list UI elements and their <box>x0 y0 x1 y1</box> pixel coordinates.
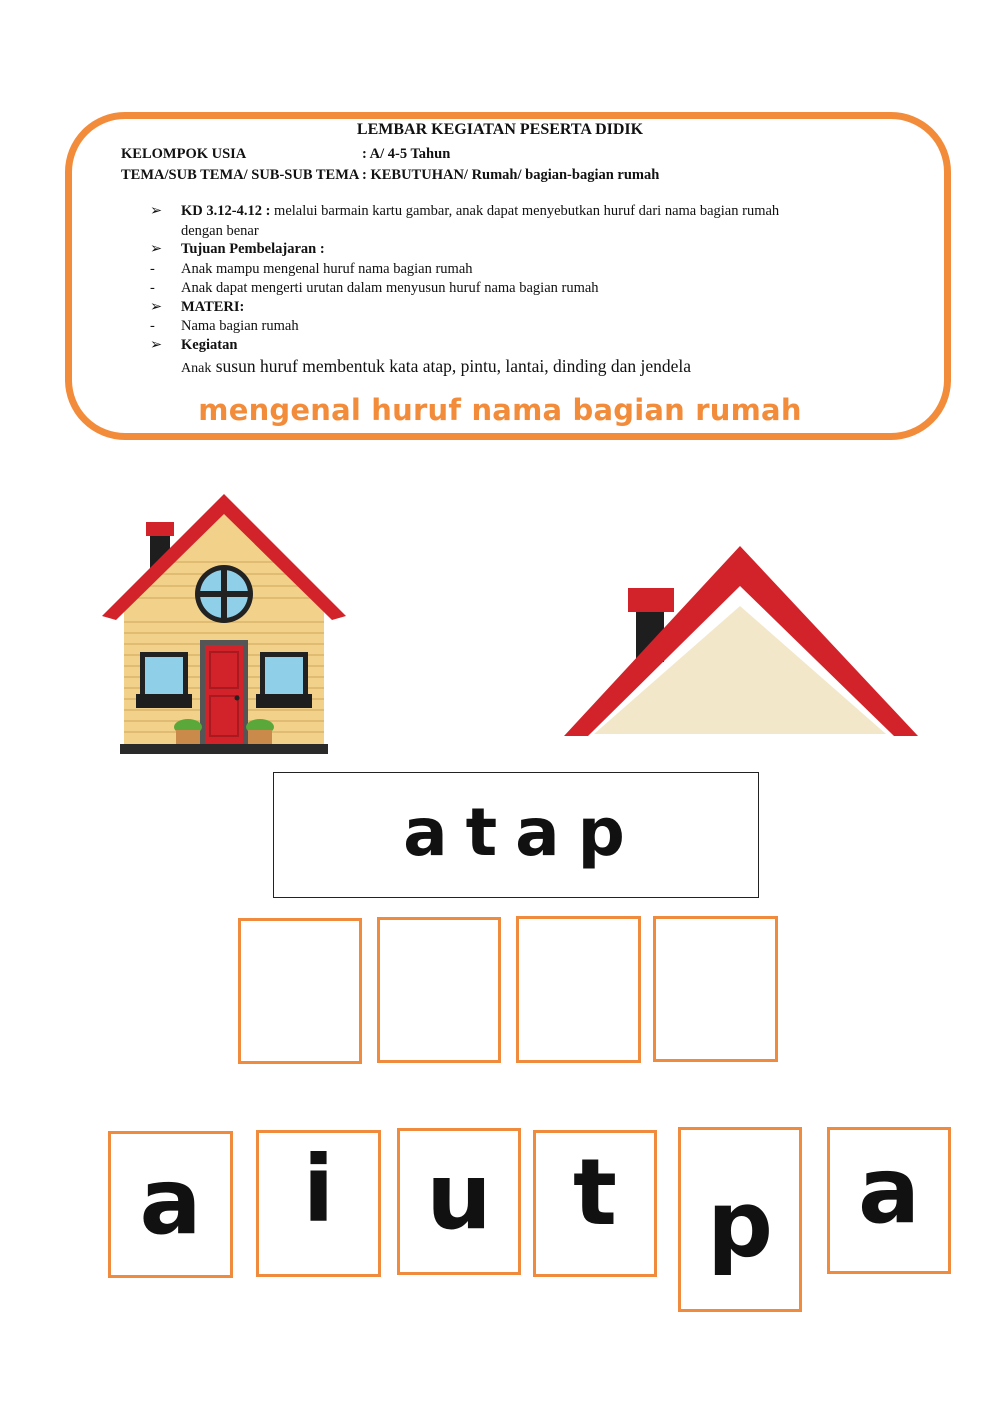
kegiatan-heading-row <box>150 337 238 354</box>
roof-illustration <box>560 544 922 740</box>
answer-slot-3[interactable] <box>516 916 641 1063</box>
kegiatan-description <box>181 356 691 377</box>
theme-value: : KEBUTUHAN/ Rumah/ bagian-bagian rumah <box>362 167 660 183</box>
tujuan-item-text: Anak mampu mengenal huruf nama bagian rumah <box>181 261 473 277</box>
materi-heading: MATERI: <box>181 299 245 315</box>
letter-card-letter: a <box>139 1147 202 1255</box>
letter-card[interactable] <box>827 1127 951 1274</box>
bullet-arrow-icon: ➢ <box>150 299 163 315</box>
letter-card-letter: a <box>857 1136 921 1244</box>
tujuan-heading: Tujuan Pembelajaran : <box>181 241 325 257</box>
house-foundation <box>120 744 328 754</box>
letter-card[interactable] <box>108 1131 233 1278</box>
materi-heading-row <box>150 299 245 316</box>
materi-item-text: Nama bagian rumah <box>181 318 299 334</box>
kegiatan-text: susun huruf membentuk kata atap, pintu, lantai, dinding dan jendela <box>215 356 692 376</box>
age-group-value: : A/ 4-5 Tahun <box>362 146 451 162</box>
bullet-arrow-icon: ➢ <box>150 241 163 257</box>
kd-text-continued: dengan benar <box>181 223 259 239</box>
tujuan-item-text: Anak dapat mengerti urutan dalam menyusun huruf nama bagian rumah <box>181 280 599 296</box>
letter-card[interactable] <box>533 1130 657 1277</box>
kd-row-cont <box>150 223 259 240</box>
kegiatan-prefix: Anak <box>181 361 212 376</box>
kd-text: melalui barmain kartu gambar, anak dapat menyebutkan huruf dari nama bagian rumah <box>274 203 780 219</box>
letter-card[interactable] <box>256 1130 381 1277</box>
chimney-cap <box>146 522 174 536</box>
kegiatan-heading: Kegiatan <box>181 337 238 353</box>
bullet-arrow-icon: ➢ <box>150 203 163 219</box>
target-word-box <box>273 772 759 898</box>
letter-card[interactable] <box>397 1128 521 1275</box>
kd-code: KD 3.12-4.12 : <box>181 203 271 219</box>
tujuan-item <box>150 280 599 297</box>
answer-slot-2[interactable] <box>377 917 501 1063</box>
tujuan-item <box>150 261 473 278</box>
letter-card-letter: u <box>426 1142 492 1250</box>
tujuan-heading-row <box>150 241 325 258</box>
kd-row <box>150 203 780 220</box>
house-illustration <box>100 494 348 758</box>
answer-slot-4[interactable] <box>653 916 778 1062</box>
theme-label: TEMA/SUB TEMA/ SUB-SUB TEMA <box>121 167 360 183</box>
chimney-cap <box>628 588 674 612</box>
target-word: atap <box>403 793 643 871</box>
materi-item <box>150 318 299 335</box>
dash-marker: - <box>150 261 155 277</box>
age-group-label: KELOMPOK USIA <box>121 146 247 162</box>
letter-card-letter: t <box>573 1138 617 1246</box>
letter-card-letter: i <box>302 1135 335 1243</box>
answer-slot-1[interactable] <box>238 918 362 1064</box>
letter-card[interactable] <box>678 1127 802 1312</box>
dash-marker: - <box>150 280 155 296</box>
worksheet-subtitle: mengenal huruf nama bagian rumah <box>198 393 802 427</box>
letter-card-letter: p <box>707 1170 773 1278</box>
dash-marker: - <box>150 318 155 334</box>
worksheet-title: LEMBAR KEGIATAN PESERTA DIDIK <box>356 121 644 138</box>
bullet-arrow-icon: ➢ <box>150 337 163 353</box>
